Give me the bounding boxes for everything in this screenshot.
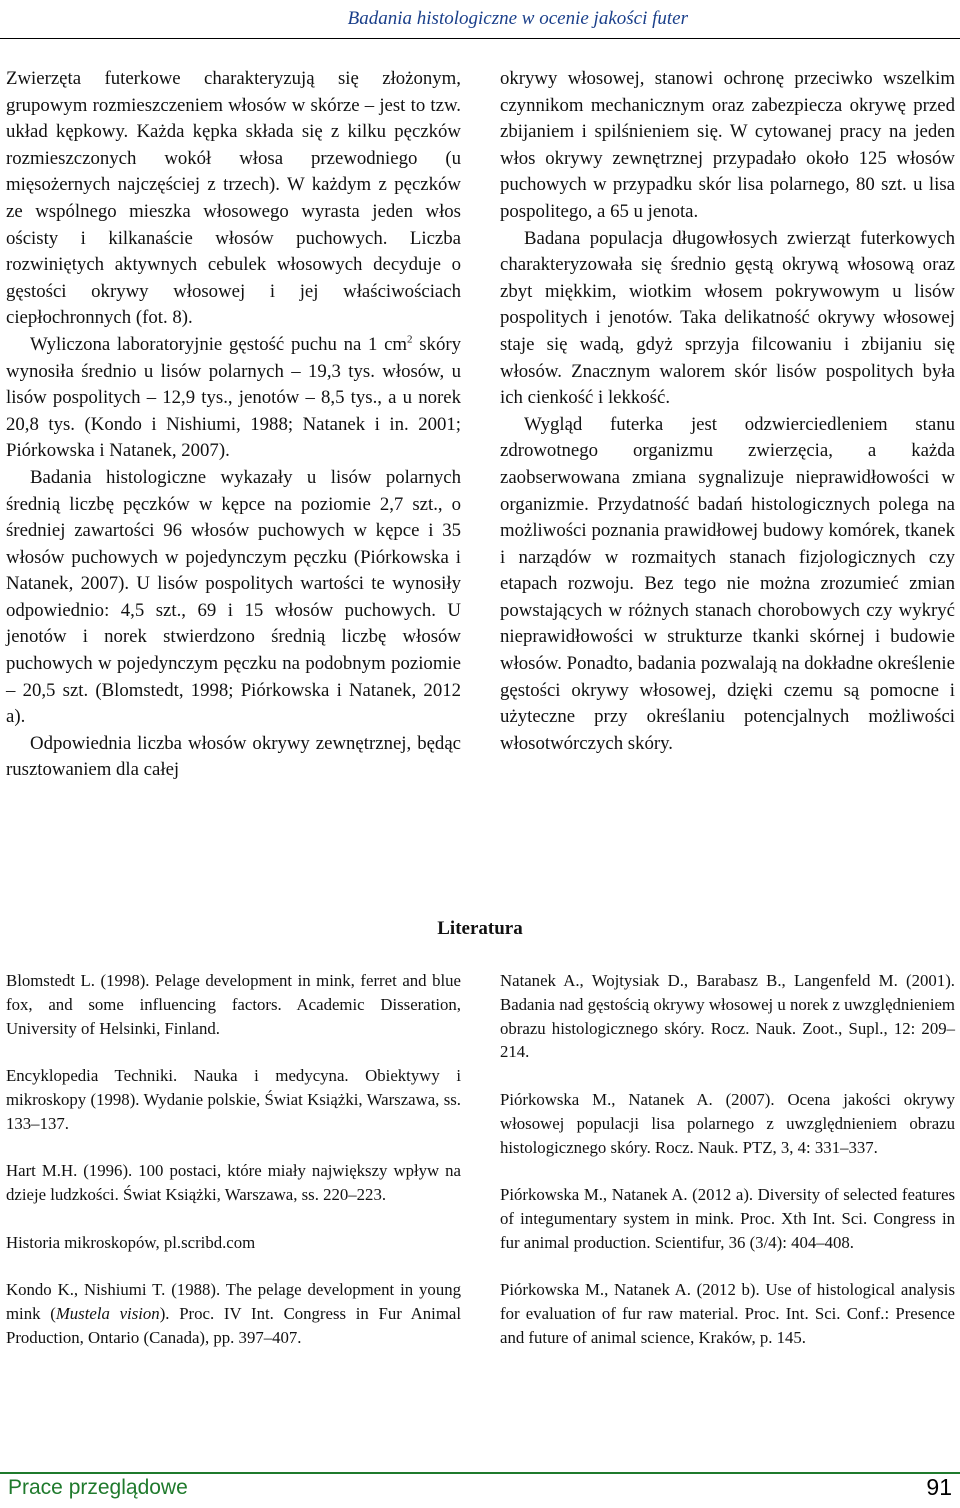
- reference-item: Piórkowska M., Natanek A. (2012 a). Diversity of selected features of integumentary system in mink. Proc. Xth Int. Sci. Congress in fur animal production. Scientifur, 36 (3/4): 404–408.: [500, 1185, 955, 1252]
- reference-item: Piórkowska M., Natanek A. (2012 b). Use of histological analysis for evaluation of fur raw material. Proc. Int. Sci. Conf.: Presence and future of animal science, Kraków, p. 145.: [500, 1280, 955, 1347]
- footer-rule: [0, 1472, 960, 1474]
- body-column-left: [6, 66, 461, 784]
- page-number: 91: [926, 1474, 952, 1500]
- paragraph-histology-results: Badania histologiczne wykazały u lisów polarnych średnią liczbę pęczków w kępce na poziomie 2,7 szt., o średniej zawartości 96 włosów puchowych w kępce i 35 włosów puchowych w pojedynczym pęczku (Piórkowska i Natanek, 2007). U lisów pospolitych wartości te wynosiły odpowiednio: 4,5 szt., 69 i 15 włosów puchowych. U jenotów i norek stwierdzono średnią liczbę włosów puchowych w pojedynczym pęczku na podobnym poziomie – 20,5 szt. (Blomstedt, 1998; Piórkowska i Natanek, 2012 a).: [6, 466, 461, 728]
- paragraph-studied-population: Badana populacja długowłosych zwierząt futerkowych charakteryzowała się średnio gęstą okrywą włosową oraz zbyt miękkim, wiotkim włosem pokrywowym u lisów pospolitych i jenotów. Taka delikatność okrywy włosowej staje się wadą, gdyż sprzyja filcowaniu i zbijaniu się włosów. Znacznym walorem skór lisów pospolitych była ich cienkość i lekkość.: [500, 227, 955, 409]
- reference-item: Blomstedt L. (1998). Pelage development in mink, ferret and blue fox, and some influencing factors. Academic Disseration, University of Helsinki, Finland.: [6, 971, 461, 1038]
- references-left: [6, 969, 461, 1374]
- literature-heading: Literatura: [437, 918, 523, 939]
- reference-item: Encyklopedia Techniki. Nauka i medycyna. Obiektywy i mikroskopy (1998). Wydanie polskie, Świat Książki, Warszawa, ss. 133–137.: [6, 1066, 461, 1133]
- body-column-right: [500, 66, 955, 757]
- density-superscript: 2: [407, 333, 413, 346]
- density-text-end: skóry wynosiła średnio u lisów polarnych – 19,3 tys. włosów, u lisów pospolitych – 12,9 tys., jenotów – 8,5 tys., a u norek 20,8 tys. (Kondo i Nishiumi, 1988; Natanek i in. 2001; Piórkowska i Natanek, 2007).: [6, 333, 461, 462]
- header-rule: [0, 38, 960, 39]
- reference-item: Natanek A., Wojtysiak D., Barabasz B., Langenfeld M. (2001). Badania nad gęstością okrywy włosowej u norek z uwzględnieniem obrazu histologicznego skóry. Rocz. Nauk. Zoot., Supl., 12: 209–214.: [500, 971, 955, 1062]
- kondo-text-start: Kondo K., Nishiumi T. (1988). The pelage development in young mink (: [6, 1280, 461, 1324]
- reference-item: Piórkowska M., Natanek A. (2007). Ocena jakości okrywy włosowej populacji lisa polarnego z uwzględnieniem obrazu histologicznego skóry. Rocz. Nauk. PTZ, 3, 4: 331–337.: [500, 1089, 955, 1157]
- running-header-title: Badania histologiczne w ocenie jakości futer: [347, 8, 688, 29]
- paragraph-fur-appearance: Wygląd futerka jest odzwierciedleniem stanu zdrowotnego organizmu zwierzęcia, a każda zaobserwowana zmiana sygnalizuje nieprawidłowości w organizmie. Przydatność badań histologicznych polega na możliwości poznania prawidłowej budowy komórek, tkanek i narządów w rozmaitych stanach fizjologicznych czy etapach rozwoju. Bez tego nie można zrozumieć zmian powstających w różnych stanach chorobowych czy wykryć nieprawidłowości w strukturze tkanki skórnej i budowie włosów. Ponadto, badania pozwalają na dokładne określenie gęstości okrywy włosowej, dzięki czemu są pomocne i użyteczne przy określaniu potencjalnych możliwości włosotwórczych skóry.: [500, 413, 955, 754]
- paragraph-tuft-structure: Zwierzęta futerkowe charakteryzują się złożonym, grupowym rozmieszczeniem włosów w skórze – jest to tzw. układ kępkowy. Każda kępka składa się z kilku pęczków rozmieszczonych wokół włosa przewodniego (u mięsożernych najczęściej z trzech). W każdym z pęczków ze wspólnego mieszka włosowego wyrasta jeden włos ościsty i kilkanaście włosów puchowych. Liczba rozwiniętych aktywnych cebulek włosowych decyduje o gęstości okrywy włosowej i jej właściwościach ciepłochronnych (fot. 8).: [6, 68, 461, 329]
- species-name: Mustela vision: [55, 1304, 160, 1324]
- density-text-start: Wyliczona laboratoryjnie gęstość puchu na 1 cm: [30, 333, 408, 355]
- footer-section-label: Prace przeglądowe: [8, 1476, 188, 1499]
- reference-item: Hart M.H. (1996). 100 postaci, które miały największy wpływ na dzieje ludzkości. Świat Książki, Warszawa, ss. 220–223.: [6, 1161, 461, 1205]
- paragraph-down-density: [6, 332, 461, 465]
- reference-item: Historia mikroskopów, pl.scribd.com: [6, 1232, 256, 1252]
- paragraph-guard-hair-continued: okrywy włosowej, stanowi ochronę przeciwko wszelkim czynnikom mechanicznym oraz zabezpiecza okrywę przed zbijaniem i spilśnieniem się. W cytowanej pracy na jeden włos okrywy zewnętrznej przypadało około 125 włosów puchowych w przypadku skór lisa polarnego, 80 szt. u lisa pospolitego, a 65 u jenota.: [500, 68, 955, 222]
- reference-item-kondo: [6, 1278, 461, 1349]
- paragraph-guard-hair-start: Odpowiednia liczba włosów okrywy zewnętrznej, będąc rusztowaniem dla całej: [6, 732, 461, 781]
- references-right: [500, 969, 955, 1374]
- kondo-text-end: ). Proc. IV Int. Congress in Fur Animal Production, Ontario (Canada), pp. 397–407.: [6, 1304, 461, 1347]
